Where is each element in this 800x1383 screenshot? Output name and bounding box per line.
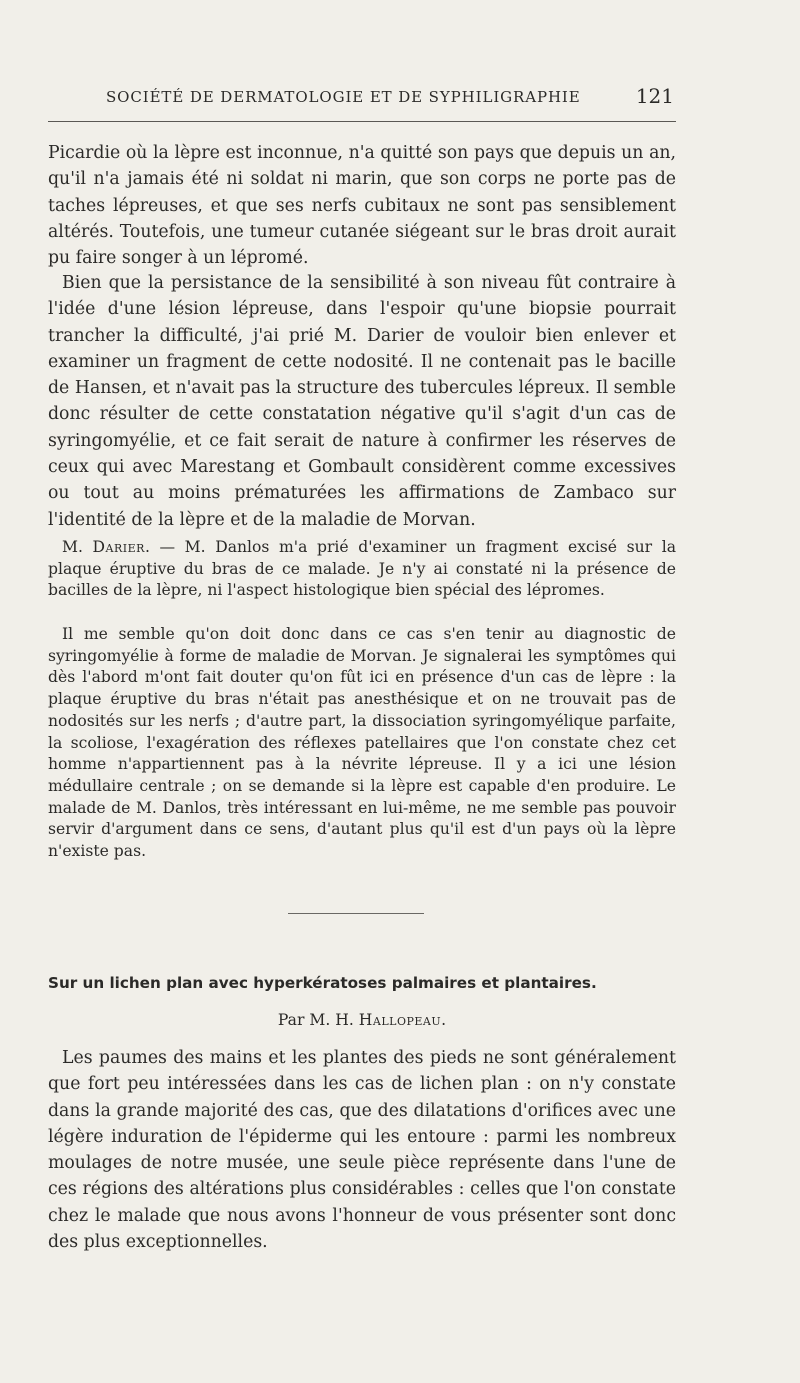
- discussion-text: . — M. Danlos m'a prié d'examiner un fragment excisé sur la plaque éruptive du bras de ce malade. Je n'y ai constaté ni la présence de bacilles de la lèpre, ni l'aspect histologique bien spécial des lépromes.: [48, 538, 676, 600]
- byline: [0, 1010, 724, 1030]
- byline-author: Hallopeau: [358, 1011, 442, 1029]
- paragraph-diagnosis: Il me semble qu'on doit donc dans ce cas s'en tenir au diagnostic de syringomyélie à forme de maladie de Morvan. Je signalerai les symptômes qui dès l'abord m'ont fait douter qu'on fût ici en présence d'un cas de lèpre : la plaque éruptive du bras n'était pas anesthésique et on ne trouvait pas de nodosités sur les nerfs ; d'autre part, la dissociation syringomyélique parfaite, la scoliose, l'exagération des réflexes patellaires que l'on constate chez cet homme n'appartiennent pas à la névrite lépreuse. Il y a ici une lésion médullaire centrale ; on se demande si la lèpre est capable d'en produire. Le malade de M. Danlos, très intéressant en lui-même, ne me semble pas pouvoir servir d'argument dans ce sens, d'autant plus qu'il est d'un pays où la lèpre n'existe pas.: [48, 625, 676, 861]
- page-number: 121: [635, 84, 674, 108]
- byline-suffix: .: [441, 1011, 447, 1029]
- paragraph-continued: Picardie où la lèpre est inconnue, n'a quitté son pays que depuis un an, qu'il n'a jamais été ni soldat ni marin, que son corps ne porte pas de taches lépreuses, et que ses nerfs cubitaux ne sont pas sensiblement altérés. Toutefois, une tumeur cutanée siégeant sur le bras droit aurait pu faire songer à un lépromé.: [48, 143, 676, 269]
- running-head: [48, 84, 676, 114]
- article-title: Sur un lichen plan avec hyperkératoses palmaires et plantaires.: [48, 974, 597, 992]
- discussion-paragraph: [48, 537, 676, 602]
- header-rule: [48, 121, 676, 122]
- article-paragraph: Les paumes des mains et les plantes des pieds ne sont généralement que fort peu intéressées dans les cas de lichen plan : on n'y constate dans la grande majorité des cas, que des dilatations d'orifices avec une légère induration de l'épiderme qui les entoure : parmi les nombreux moulages de notre musée, une seule pièce représente dans l'une de ces régions des altérations plus considérables : celles que l'on constate chez le malade que nous avons l'honneur de vous présenter sont donc des plus exceptionnelles.: [48, 1048, 676, 1253]
- section-divider: [288, 913, 424, 914]
- byline-prefix: Par M. H.: [277, 1011, 354, 1029]
- discussion-speaker: Darier: [92, 538, 145, 556]
- running-title: SOCIÉTÉ DE DERMATOLOGIE ET DE SYPHILIGRAPHIE: [106, 88, 581, 106]
- discussion-prefix: M.: [62, 538, 83, 556]
- paragraph-biopsy: Bien que la persistance de la sensibilité à son niveau fût contraire à l'idée d'une lésion lépreuse, dans l'espoir qu'une biopsie pourrait trancher la difficulté, j'ai prié M. Darier de vouloir bien enlever et examiner un fragment de cette nodosité. Il ne contenait pas le bacille de Hansen, et n'avait pas la structure des tubercules lépreux. Il semble donc résulter de cette constatation négative qu'il s'agit d'un cas de syringomyélie, et ce fait serait de nature à confirmer les réserves de ceux qui avec Marestang et Gombault considèrent comme excessives ou tout au moins prématurées les affirmations de Zambaco sur l'identité de la lèpre et de la maladie de Morvan.: [48, 273, 676, 530]
